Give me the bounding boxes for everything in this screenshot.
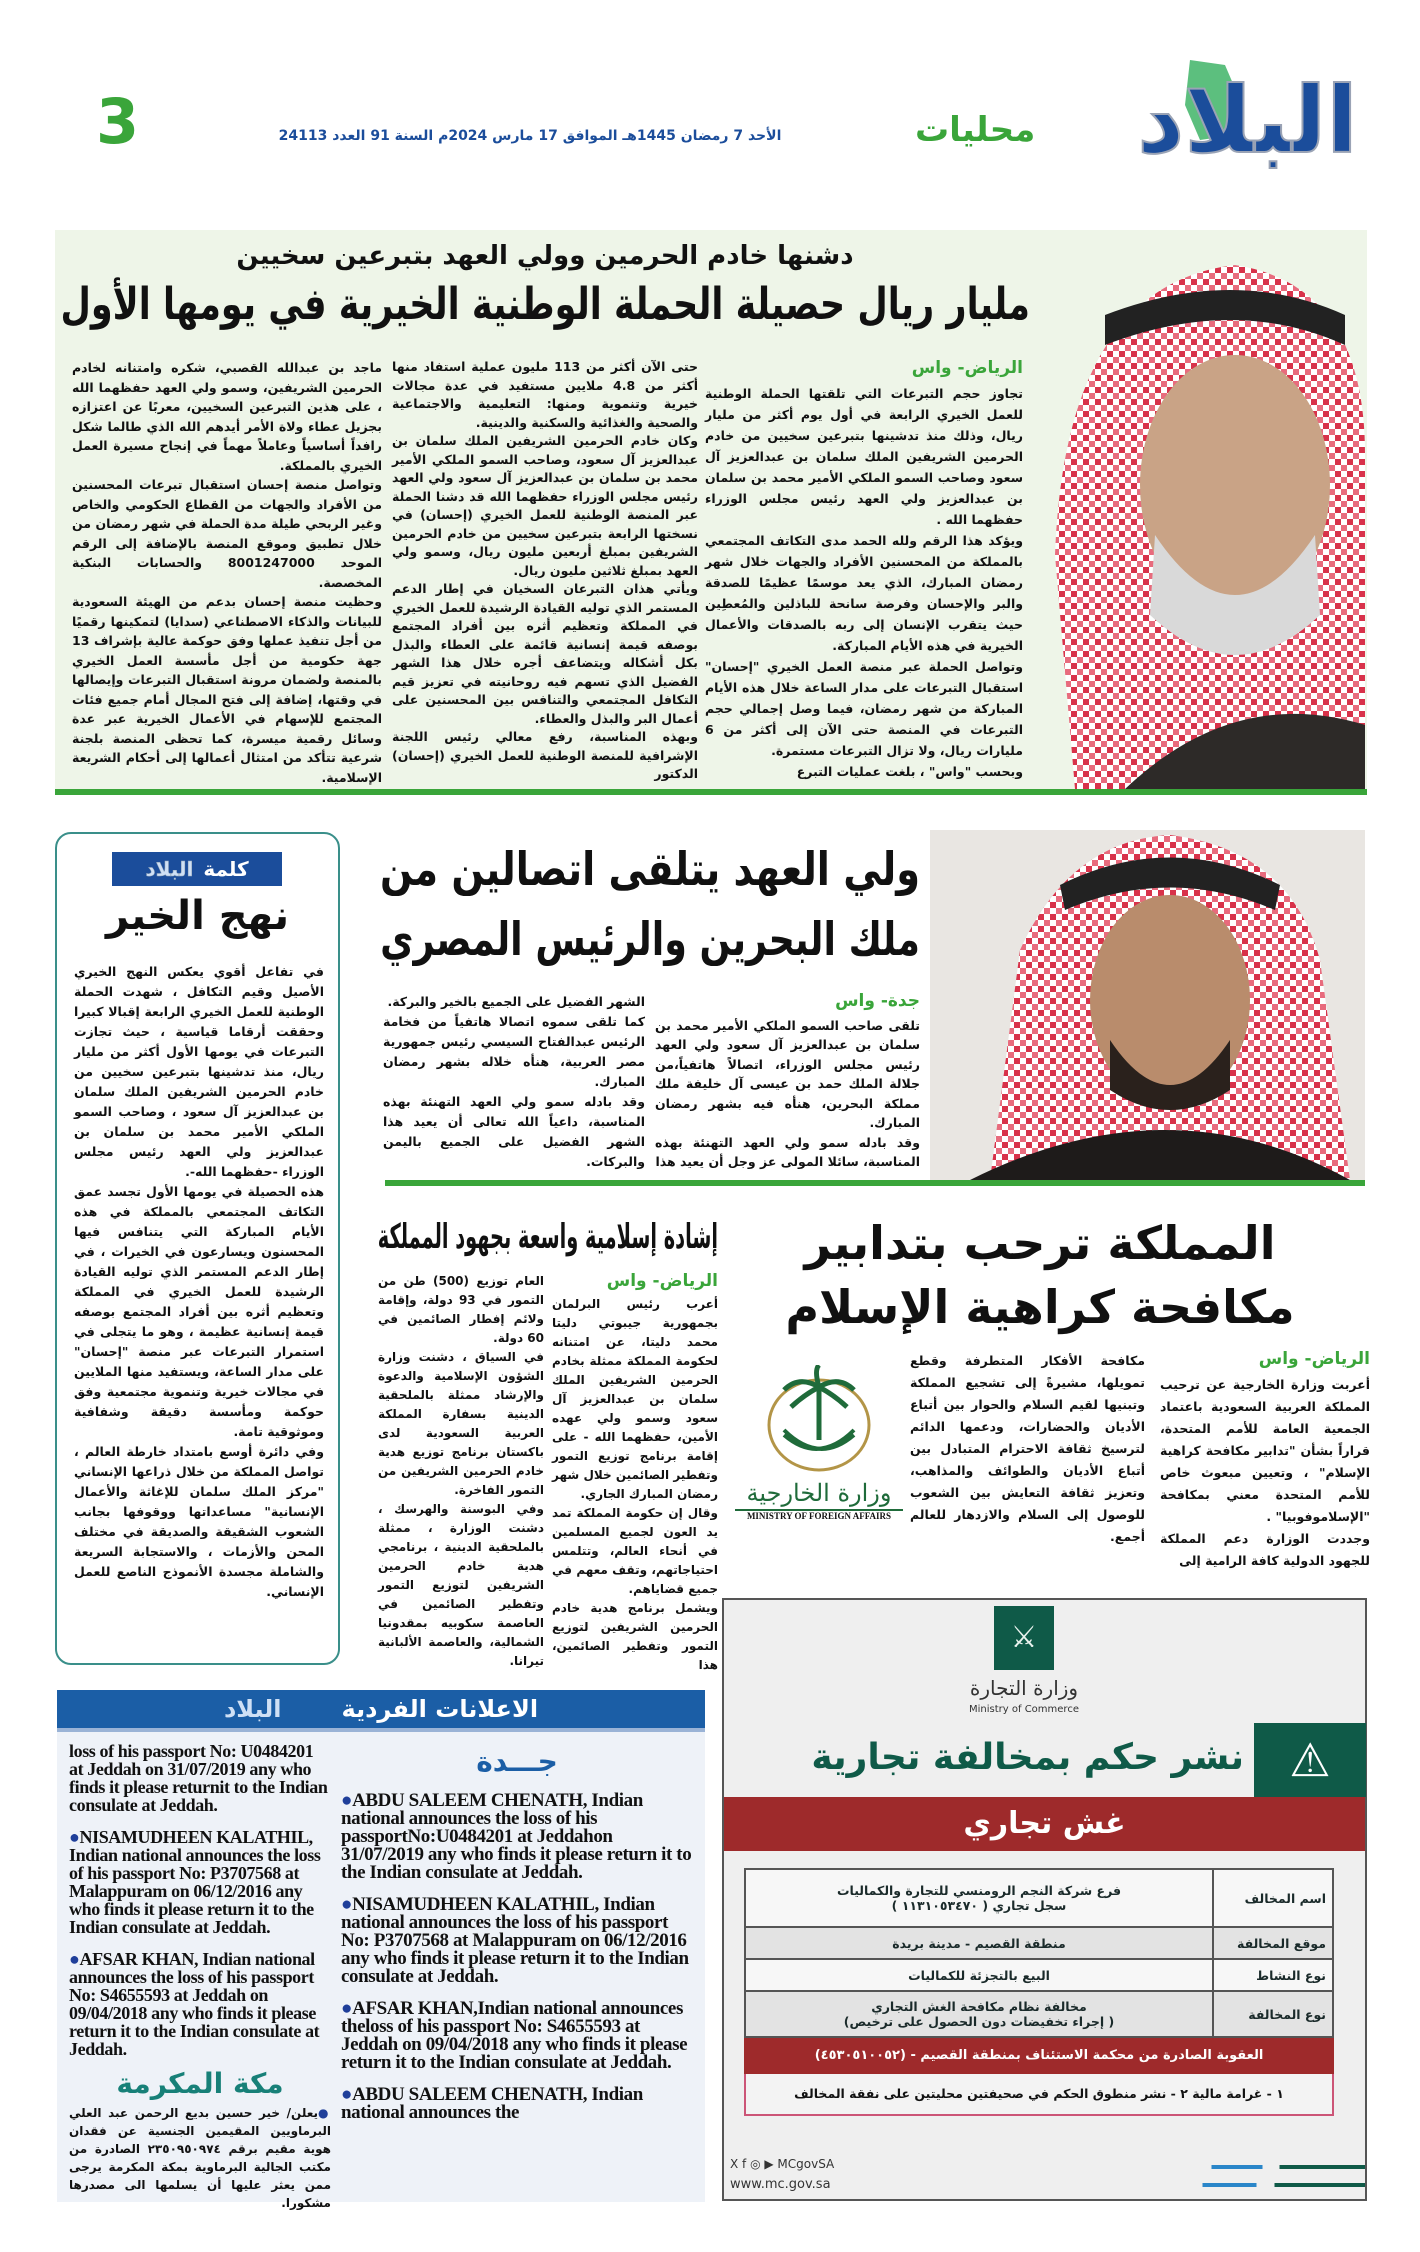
islamophobia-col-1 xyxy=(1160,1348,1370,1588)
paragraph: وتواصل منصة إحسان استقبال تبرعات المحسنين من الأفراد والجهات من القطاع الحكومي والخاص وغير الربحي طيلة مدة الحملة في شهر رمضان من خلال تطبيق وموقع المنصة بالإضافة إلى الرقم الموحد 8001247000 والحسابات البنكية المخصصة. xyxy=(72,477,382,590)
paragraph: في تفاعل أقوي يعكس النهج الخيري الأصيل وقيم التكافل ، شهدت الحملة الوطنية للعمل الخيري الرابعة إقبالا كبيرا وحققت أرقاما قياسية ، حيث تجازت التبرعات في يومها الأول أكثر من مليار ريال، منذ تدشينها بتبرعين سخيين من خادم الحرمين الشريفين الملك سلمان بن عبدالعزيز آل سعود ، وصاحب السمو الملكي الأمير محمد بن سلمان بن عبدالعزيز ولي العهد رئيس مجلس الوزراء -حفظهما الله-. xyxy=(74,964,324,1179)
commerce-ad-subtitle: غش تجاري xyxy=(724,1797,1365,1851)
classified-ad: ●ABDU SALEEM CHENATH, Indian national announces the xyxy=(341,2084,643,2123)
paragraph: وقد بادله سمو ولي العهد التهنئة بهذه المناسبة، داعياً الله تعالى أن يعيد هذا الشهر الفضيل على الجميع باليمن والبركات. xyxy=(383,1094,645,1169)
paragraph: هذه الحصيلة في يومها الأول تجسد عمق التكاتف المجتمعي بالمملكة في هذه الأيام المباركة التي يتنافس فيها المحسنون ويسارعون في الخيرات ، في إطار الدعم المستمر الذي توليه القيادة الرشيدة للعمل الخيري في المملكة وتعظيم أثره بين أفراد المجتمع بوصفه قيمة إنسانية عظيمة ، وهو ما يتجلى في استمرار التبرعات عبر منصة "إحسان" على مدار الساعة، ويستفيد منها الملايين في مجالات خيرية وتنموية مجتمعية وفق حوكمة ومأسسة دقيقة وشفافية وموثوقية تامة. xyxy=(74,1184,324,1439)
page-number: 3 xyxy=(96,85,140,158)
paragraph: وكان خادم الحرمين الشريفين الملك سلمان بن عبدالعزيز آل سعود، وصاحب السمو الملكي الأمير محمد بن سلمان بن عبدالعزيز آل سعود ولي العهد رئيس مجلس الوزراء حفظهما الله قد دشنا الحملة عبر المنصة الوطنية للعمل الخيري (إحسان) في نسختها الرابعة بتبرعين سخيين من خادم الحرمين الشريفين بمبلغ أربعين مليون ريال، وسمو ولي العهد بمبلغ ثلاثين مليون ريال. xyxy=(392,433,698,578)
praise-col-2 xyxy=(378,1272,544,1677)
classifieds xyxy=(57,1690,705,2210)
paragraph: في السياق ، دشنت وزارة الشؤون الإسلامية والدعوة والإرشاد ممثلة بالملحقية الدينية بسفارة المملكة العربية السعودية لدى باكستان برنامج توزيع هدية خادم الحرمين الشريفين من التمور الفاخرة. xyxy=(378,1350,544,1497)
paragraph: تجاوز حجم التبرعات التي تلقتها الحملة الوطنية للعمل الخيري الرابعة في أول يوم أكثر من مليار ريال، وذلك منذ تدشينها بتبرعين سخيين من خادم الحرمين الشريفين الملك سلمان بن عبدالعزيز آل سعود وصاحب السمو الملكي الأمير محمد بن سلمان بن عبدالعزيز ولي العهد رئيس مجلس الوزراء حفظهما الله . xyxy=(705,386,1023,527)
classifieds-right-col xyxy=(341,1742,693,2122)
paragraph: ويأتي هذان التبرعان السخيان في إطار الدعم المستمر الذي توليه القيادة الرشيدة للعمل الخيري في المملكة وتعظيم أثره بين أفراد المجتمع بوصفه قيمة إنسانية قائمة على العطاء والبذل بكل أشكاله ويتضاعف أجره خلال هذا الشهر الفضيل الذي تسهم فيه روحانيته في تعزيز قيم التكافل المجتمعي والتنافس بين المحسنين على أعمال البر والبذل والعطاء. xyxy=(392,581,698,726)
masthead-logo-text: البلاد xyxy=(1137,67,1358,174)
dateline: الرياض- واس xyxy=(1258,1349,1370,1369)
paragraph: وفي دائرة أوسع بامتداد خارطة العالم ، تواصل المملكة من خلال ذراعها الإنساني "مركز الملك سلمان للإغاثة والأعمال الإنسانية" مساعداتها ووقوفها بجانب الشعوب الشقيقة والصديقة في مختلف المحن والأزمات ، والاستجابة السريعة والشاملة مجسدة الأنموذج الناصع للعمل الإنساني. xyxy=(74,1444,324,1599)
crown-prince-headline-1: ولي العهد يتلقى اتصالين من xyxy=(379,842,920,896)
lead-kicker: دشنها خادم الحرمين وولي العهد بتبرعين سخيين xyxy=(236,241,854,271)
paragraph: حتى الآن أكثر من 113 مليون عملية استفاد منها أكثر من 4.8 ملايين مستفيد في عدة مجالات خيرية وتنموية ومنها: التعليمية والاجتماعية والصحية والغذائية والسكنية والدينية. xyxy=(392,359,698,430)
islamophobia-headline-1: المملكة ترحب بتدابير xyxy=(804,1216,1276,1270)
paragraph: كما تلقى سموه اتصالا هاتفياً من فخامة الرئيس عبدالفتاح السيسي رئيس جمهورية مصر العربية، هنأه خلاله بشهر رمضان المبارك. xyxy=(383,1014,645,1089)
crown-prince-photo xyxy=(930,830,1365,1180)
editorial-body xyxy=(74,962,324,1654)
decorative-dots xyxy=(1024,2165,1365,2169)
section-name: محليات xyxy=(915,110,1036,150)
table-row: نوع المخالفة مخالفة نظام مكافحة الغش التجاري ( إجراء تخفيضات دون الحصول على ترخيص) xyxy=(745,1991,1333,2037)
paragraph: أعرب رئيس البرلمان بجمهورية جيبوتي دليتا محمد دليتا، عن امتنانه لحكومة المملكة ممثلة بخادم الحرمين الشريفين الملك سلمان بن عبدالعزيز آل سعود وسمو ولي عهده الأمين، حفظهما الله - على إقامة برنامج توزيع التمور وتفطير الصائمين خلال شهر رمضان المبارك الجاري. xyxy=(552,1297,718,1501)
foreign-ministry-emblem xyxy=(735,1365,903,1545)
section-divider xyxy=(385,1180,1365,1186)
penalty-text: ١ - غرامة مالية ٢ - نشر منطوق الحكم في صحيفتين محليتين على نفقة المخالف xyxy=(744,2074,1334,2116)
lead-col-3 xyxy=(72,358,382,786)
violation-table xyxy=(744,1868,1334,2038)
paragraph: الشهر الفضيل على الجميع بالخير والبركة. xyxy=(387,994,645,1009)
classified-ad: loss of his passport No: U0484201 at Jeddah on 31/07/2019 any who finds it please returnit to the Indian consulate at Jeddah. xyxy=(69,1741,328,1815)
islamophobia-col-2 xyxy=(910,1350,1145,1585)
praise-headline: إشادة إسلامية واسعة بجهود المملكة xyxy=(377,1217,718,1257)
paragraph: وبهذه المناسبة، رفع معالي رئيس اللجنة الإشرافية للمنصة الوطنية للعمل الخيري (إحسان) الدكتور xyxy=(392,729,698,781)
classifieds-logo: البلاد xyxy=(223,1695,282,1723)
violation-block xyxy=(744,1868,1334,2116)
emblem-english: MINISTRY OF FOREIGN AFFAIRS xyxy=(735,1509,903,1521)
paragraph: ماجد بن عبدالله القصبي، شكره وامتنانه لخادم الحرمين الشريفين، وسمو ولي العهد حفظهما الله ، على هذين التبرعين السخيين، معربًا عن اعتزازه بجزيل عطاء ولاة الأمر أيدهم الله الذي طالما شكل رافداً أساسياً وعاملاً مهماً في إنجاح مسيرة العمل الخيري بالمملكة. xyxy=(72,360,382,473)
decorative-dots xyxy=(1004,2183,1365,2187)
palm-swords-icon xyxy=(759,1365,879,1475)
paragraph: ويشمل برنامج هدية خادم الحرمين الشريفين لتوزيع التمور وتفطير الصائمين، هذا xyxy=(552,1601,718,1672)
lead-col-2 xyxy=(392,358,698,786)
classifieds-header xyxy=(57,1690,705,1732)
classified-ad: ●AFSAR KHAN, Indian national announces the loss of his passport No: S4655593 at Jeddah on 09/04/2018 any who finds it please return it to the Indian consulate at Jeddah. xyxy=(69,1949,320,2059)
badge-logo: البلاد xyxy=(145,857,194,881)
website-link[interactable]: www.mc.gov.sa xyxy=(730,2177,831,2192)
paragraph: وبحسب "واس" ، بلغت عمليات التبرع xyxy=(796,764,1023,779)
paragraph: أعربت وزارة الخارجية عن ترحيب المملكة العربية السعودية باعتماد الجمعية العامة للأمم المتحدة، قراراً بشأن "تدابير مكافحة كراهية الإسلام" ، وتعيين مبعوث خاص للأمم المتحدة معني بمكافحة "الإسلاموفوبيا" . xyxy=(1160,1377,1370,1524)
table-row: نوع النشاط البيع بالتجزئة للكماليات xyxy=(745,1959,1333,1991)
badge-word: كلمة xyxy=(203,857,249,881)
ministry-name-en: Ministry of Commerce xyxy=(969,1704,1079,1715)
praise-col-1 xyxy=(552,1272,718,1677)
classified-ad: ●ABDU SALEEM CHENATH, Indian national announces the loss of his passportNo:U0484201 at Jeddahon 31/07/2019 any who finds it please return it to the Indian consulate at Jeddah. xyxy=(341,1790,692,1883)
paragraph: وقال إن حكومة المملكة تمد يد العون لجميع المسلمين في أنحاء العالم، وتتلمس احتياجاتهم، وتقف معهم في جميع قضاياهم. xyxy=(552,1506,718,1596)
social-handle: MCgovSA xyxy=(777,2157,835,2171)
classifieds-title: الاعلانات الفردية xyxy=(341,1695,539,1723)
paragraph: وقد بادله سمو ولي العهد التهنئة بهذه المناسبة، سائلا المولى عز وجل أن يعيد هذا xyxy=(655,1134,920,1169)
commerce-emblem-icon: ⚔ xyxy=(994,1606,1054,1670)
islamophobia-headline-2: مكافحة كراهية الإسلام xyxy=(785,1280,1295,1334)
paragraph: ويؤكد هذا الرقم ولله الحمد مدى التكاتف المجتمعي بالمملكة من المحسنين الأفراد والجهات خلال شهر رمضان المبارك، الذي يعد موسمًا عظيمًا للصدقة والبر والإحسان وفرصة سانحة للباذلين والمُعطِين حيث يتقرب الإنسان إلى ربه بالصدقات والأعمال الخيرية في هذه الأيام المباركة. xyxy=(705,533,1023,653)
classified-ad: ●NISAMUDHEEN KALATHIL, Indian national announces the loss of his passport No: P3707568 at Malappuram on 06/12/2016 any who finds it please return it to the Indian consulate at Jeddah. xyxy=(69,1827,321,1937)
crown-prince-col-2 xyxy=(383,992,645,1174)
king-photo xyxy=(1035,255,1365,789)
paragraph: تلقى صاحب السمو الملكي الأمير محمد بن سلمان بن عبدالعزيز آل سعود ولي العهد رئيس مجلس الوزراء، اتصالاً هاتفياً،من جلالة الملك حمد بن عيسى آل خليفة ملك مملكة البحرين، هنأه فيه بشهر رمضان المبارك. xyxy=(655,1017,920,1130)
makkah-ad: ●يعلن/ خير حسين بديع الرحمن عبد العلي البرماويين المقيمين الجنسية عن فقدان هوية مقيم برقم ٢٣٥٠٩٥٠٩٧٤ الصادرة من مكتب الجالية البرماوية بمكة المكرمة يرجى ممن يعثر عليها أن يسلمها الى مصدرها مشكورا. xyxy=(69,2106,332,2210)
table-row: اسم المخالف فرع شركة النجم الرومنسي للتجارة والكماليات سجل تجاري ( ١١٣١٠٥٣٤٧٠ ) xyxy=(745,1869,1333,1927)
commerce-ad-title: نشر حكم بمخالفة تجارية xyxy=(811,1737,1244,1778)
editorial-title: نهج الخير xyxy=(106,893,289,939)
commerce-ad xyxy=(722,1598,1367,2201)
paragraph: وفي البوسنة والهرسك ، دشنت الوزارة ، ممثلة بالملحقية الدينية ، برنامجي هدية خادم الحرمين الشريفين لتوزيع التمور وتفطير الصائمين في العاصمة سكوبيه بمقدونيا الشمالية، والعاصمة الألبانية تيرانا. xyxy=(378,1502,544,1668)
penalty-header: العقوبة الصادرة من محكمة الاستئناف بمنطقة القصيم - (٤٥٣٠٥١٠٠٥٢) xyxy=(744,2038,1334,2074)
paragraph: مكافحة الأفكار المتطرفة وقطع تمويلها، مشيرةً إلى تشجيع المملكة وتبنيها لقيم السلام والحوار بين أتباع الأديان والحضارات، ودعمها الدائم لترسيخ ثقافة الاحترام المتبادل بين أتباع الأديان والطوائف والمذاهب، وتعزيز ثقافة التعايش بين الشعوب للوصول إلى السلام والازدهار للعالم أجمع. xyxy=(910,1353,1145,1544)
crown-prince-col-1 xyxy=(655,992,920,1174)
dateline: الرياض- واس xyxy=(606,1271,718,1291)
warning-icon: ⚠ xyxy=(1254,1723,1366,1797)
paragraph: وحظيت منصة إحسان بدعم من الهيئة السعودية للبيانات والذكاء الاصطناعي (سدايا) لتمكينها رقميًا من أجل تنفيذ عملها وفق حوكمة عالية بإشراف 13 جهة حكومية من أجل مأسسة العمل الخيري بالمنصة ولضمان مرونة استقبال التبرعات وإيصالها في وقتها، إضافة إلى فتح المجال أمام جميع فئات المجتمع للإسهام في الأعمال الخيرية عبر عدة وسائل رقمية ميسرة، كما تحظى المنصة بلجنة شرعية تتأكد من امتثال أعمالها إلى أحكام الشريعة الإسلامية. xyxy=(72,594,382,785)
dateline: جدة- واس xyxy=(835,991,920,1011)
emblem-arabic: وزارة الخارجية xyxy=(746,1479,892,1507)
social-icons-glyphs: X f ◎ ▶ xyxy=(730,2157,774,2171)
classified-ad: ●NISAMUDHEEN KALATHIL, Indian national announces the loss of his passport No: P3707568 at Malappuram on 06/12/2016 any who finds it please return it to the Indian consulate at Jeddah. xyxy=(341,1894,689,1987)
paragraph: وجددت الوزارة دعم المملكة للجهود الدولية كافة الرامية إلى xyxy=(1160,1531,1370,1568)
crown-prince-headline-2: ملك البحرين والرئيس المصري xyxy=(380,912,920,966)
dateline: الرياض- واس xyxy=(911,358,1023,378)
paragraph: العام توزيع (500) طن من التمور في 93 دولة، وإقامة ولائم إفطار الصائمين في 60 دولة. xyxy=(378,1274,544,1345)
lead-headline: مليار ريال حصيلة الحملة الوطنية الخيرية في يومها الأول xyxy=(60,279,1030,330)
city-makkah: مكة المكرمة xyxy=(116,2067,284,2100)
classifieds-left-col xyxy=(69,1742,331,2212)
date-line: الأحد 7 رمضان 1445هـ الموافق 17 مارس 2024م السنة 91 العدد 24113 xyxy=(278,128,782,144)
paragraph: وتواصل الحملة عبر منصة العمل الخيري "إحسان" استقبال التبرعات على مدار الساعة خلال هذه الأيام المباركة من شهر رمضان، فيما وصل إجمالي حجم التبرعات في المنصة حتى الآن إلى أكثر من 6 مليارات ريال، ولا تزال التبرعات مستمرة. xyxy=(705,659,1023,758)
masthead-logo xyxy=(1120,55,1375,195)
classified-ad: ●AFSAR KHAN,Indian national announces theloss of his passport No: S4655593 at Jeddah on 09/04/2018 any who finds it please return it to the Indian consulate at Jeddah. xyxy=(341,1998,688,2073)
social-icons xyxy=(730,2156,834,2172)
lead-col-1 xyxy=(705,358,1023,786)
city-jeddah: جـــدة xyxy=(476,1745,558,1778)
table-row: موقع المخالفة منطقة القصيم - مدينة بريدة xyxy=(745,1927,1333,1959)
editorial-badge xyxy=(112,852,282,886)
ministry-name-ar: وزارة التجارة xyxy=(969,1676,1079,1700)
